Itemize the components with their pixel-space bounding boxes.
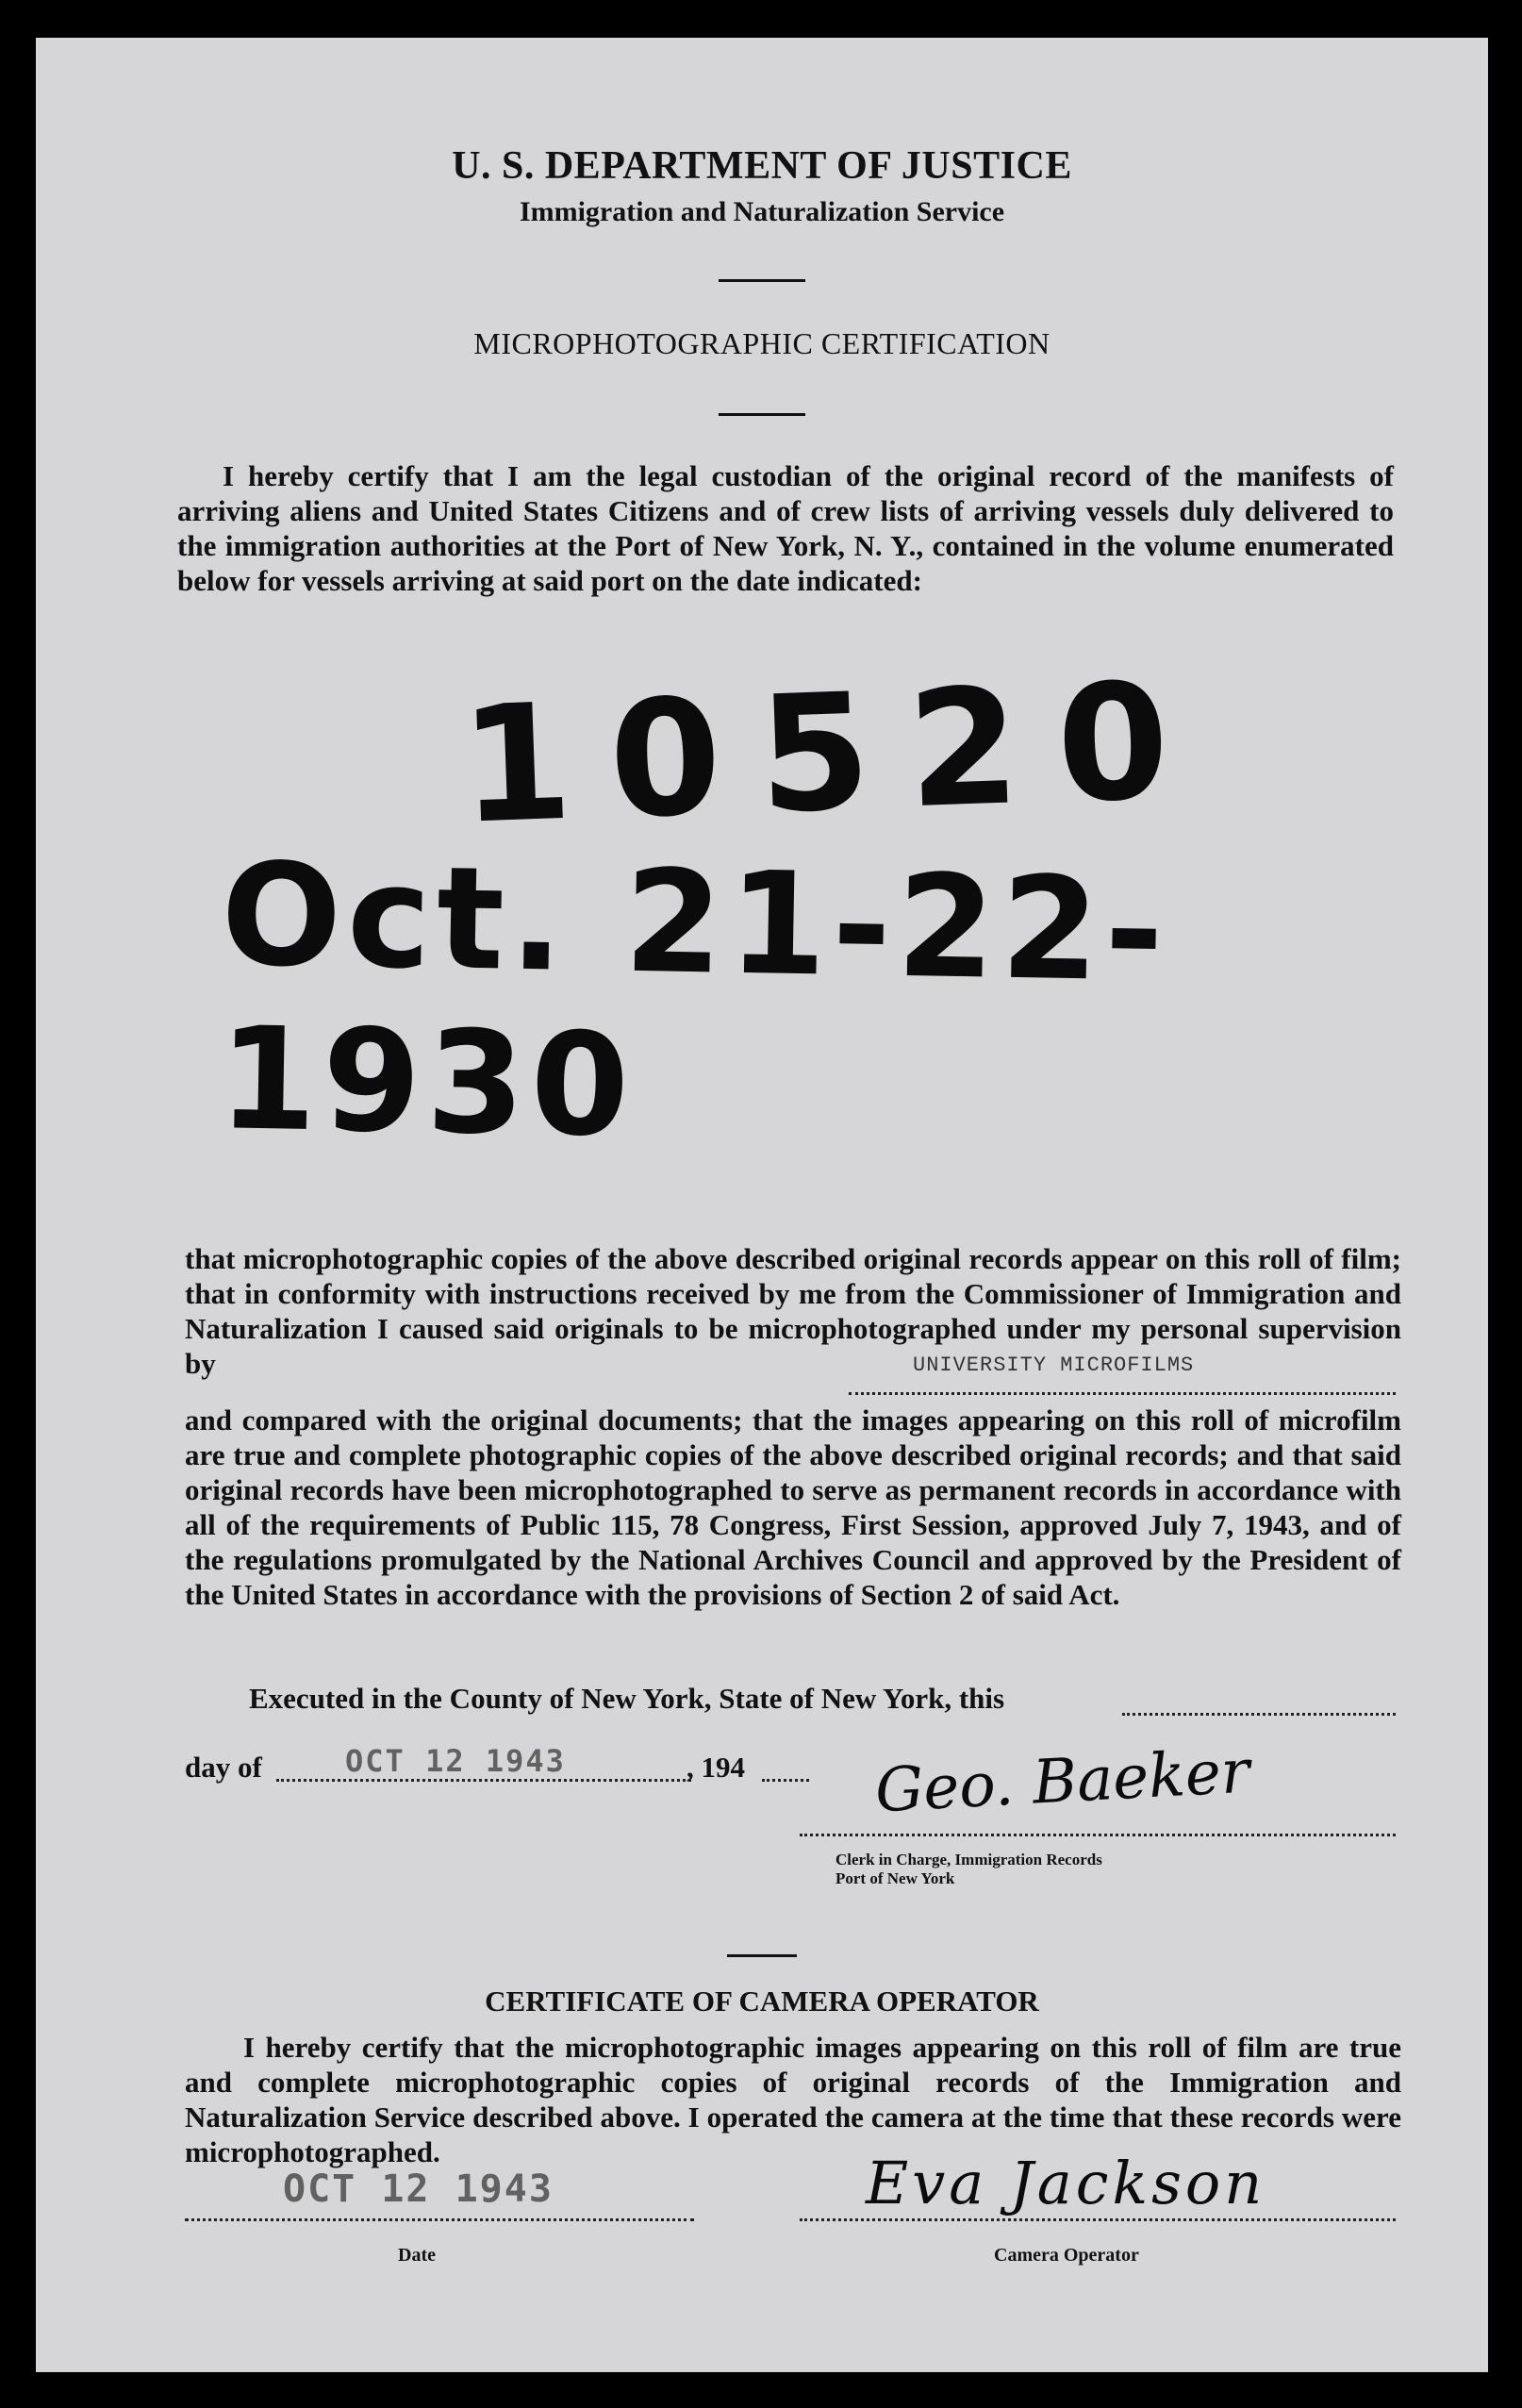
clerk-title-line1: Clerk in Charge, Immigration Records [835,1851,1102,1868]
camera-date-stamp: OCT 12 1943 [283,2167,554,2211]
divider [727,1954,797,1957]
service-subheading: Immigration and Naturalization Service [519,196,1005,227]
operator-signature: Eva Jackson [866,2149,1266,2217]
date-stamp: OCT 12 1943 [345,1743,566,1779]
divider [719,279,805,282]
certification-title: MICROPHOTOGRAPHIC CERTIFICATION [473,326,1051,360]
day-of-label: day of [185,1751,262,1784]
operator-label: Camera Operator [994,2245,1139,2266]
handwritten-dates: Oct. 21-22-1930 [217,833,1171,1169]
year-label: , 194 [687,1751,745,1784]
clerk-title-line2: Port of New York [835,1869,955,1887]
typed-company: UNIVERSITY MICROFILMS [913,1353,1195,1377]
executed-line: Executed in the County of New York, State of New York, this [249,1682,1005,1715]
divider [719,413,805,416]
executed-fill-line [1122,1713,1396,1716]
certificate-page [36,38,1488,2372]
body-paragraph-part1: that microphotographic copies of the above described original records appear on this roll of film; that in conformity with instructions received by me from the Commissioner of Immigration and Naturalization I caused said originals to be microphotographed under my personal supervision by [185,1242,1401,1380]
clerk-signature-line [800,1834,1396,1836]
camera-certificate-paragraph: I hereby certify that the microphotographic images appearing on this roll of film are true and complete microphotographic copies of original records of the Immigration and Naturalization Service described above. I operated the camera at the time that these records were microphotographed. [185,2031,1401,2168]
body-paragraph-part2: and compared with the original documents; that the images appearing on this roll of microfilm are true and complete photographic copies of the above described original records; and that said original records have been microphotographed to serve as permanent records in accordance with all of the requirements of Public 115, 78 Congress, First Session, approved July 7, 1943, and of the regulations promulgated by the National Archives Council and approved by the President of the United States in accordance with the provisions of Section 2 of said Act. [185,1403,1401,1611]
date-label: Date [398,2245,436,2266]
clerk-signature: Geo. Baeker [873,1736,1252,1827]
day-fill-line [276,1779,691,1782]
operator-signature-line [800,2218,1396,2221]
company-fill-line [849,1392,1396,1395]
handwritten-volume: 10520 [456,647,1210,860]
camera-certificate-heading: CERTIFICATE OF CAMERA OPERATOR [485,1985,1039,2018]
intro-paragraph: I hereby certify that I am the legal custodian of the original record of the manifests of arriving aliens and United States Citizens and of crew lists of arriving vessels duly delivered to the immigration authorities at the Port of New York, N. Y., contained in the volume enumerated below for vessels arriving at said port on the date indicated: [177,459,1394,597]
date-fill-line [185,2218,694,2221]
year-fill-line [762,1779,809,1782]
department-heading: U. S. DEPARTMENT OF JUSTICE [452,144,1072,188]
